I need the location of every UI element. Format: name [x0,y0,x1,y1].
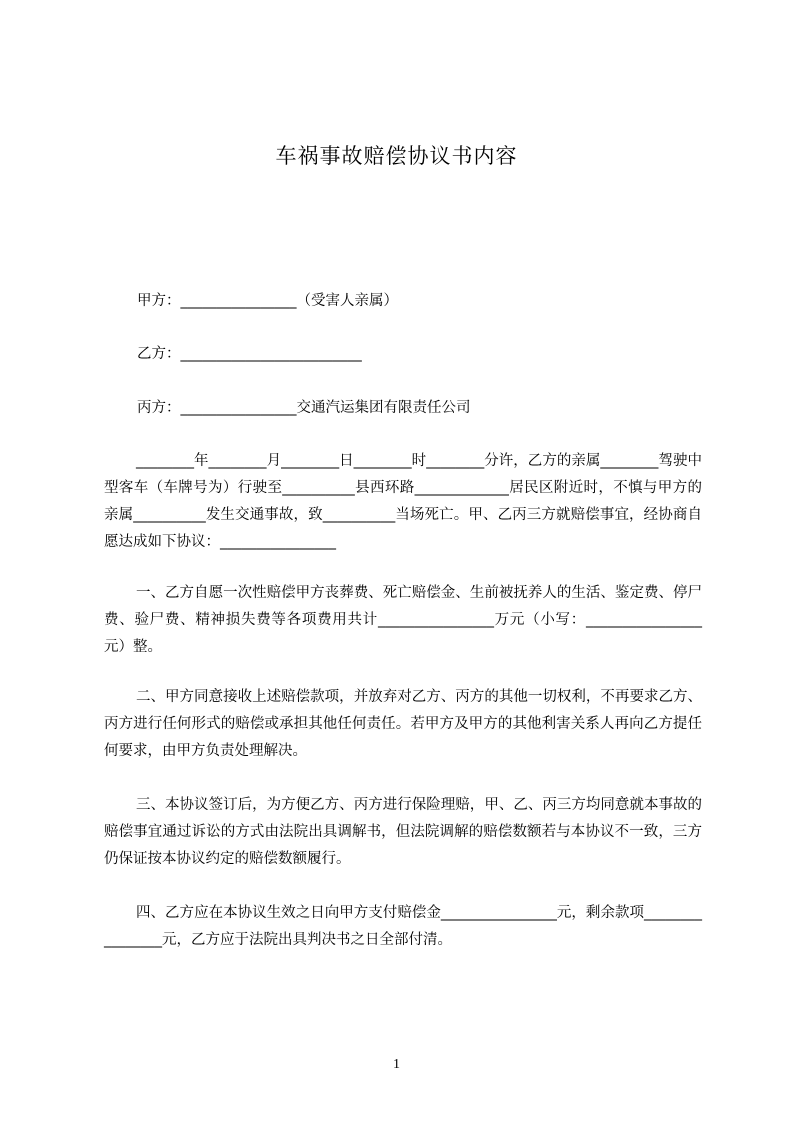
page-number: 1 [393,1057,400,1072]
document-title: 车祸事故赔偿协议书内容 [275,144,518,168]
party-a-line: 甲方：________________（受害人亲属） [137,293,398,309]
party-b-line: 乙方：_________________________ [137,346,362,362]
clause-3-paragraph: 三、本协议签订后，为方便乙方、丙方进行保险理赔，甲、乙、丙三方均同意就本事故的赔偿事宜通过诉讼的方式由法院出具调解书，但法院调解的赔偿数额若与本协议不一致，三方仍保证按本协议约定的赔偿数额履行。 [104,797,702,867]
clause-1-paragraph: 一、乙方自愿一次性赔偿甲方丧葬费、死亡赔偿金、生前被抚养人的生活、鉴定费、停尸费、验尸费、精神损失费等各项费用共计________________万元（小写：________________元）整。 [104,585,702,655]
clause-4-paragraph: 四、乙方应在本协议生效之日向甲方支付赔偿金________________元，剩余款项________________元，乙方应于法院出具判决书之日全部付清。 [104,905,702,948]
party-c-line: 丙方：________________交通汽运集团有限责任公司 [137,400,471,416]
intro-paragraph: ________年________月________日________时________分许，乙方的亲属________驾驶中型客车（车牌号为）行驶至__________县西环路_____________居民区附近时，不慎与甲方的亲属__________发生交通事故，致__________当场死亡。甲、乙丙三方就赔偿事宜，经协商自愿达成如下协议：________________ [104,453,702,550]
clause-2-paragraph: 二、甲方同意接收上述赔偿款项，并放弃对乙方、丙方的其他一切权利，不再要求乙方、丙方进行任何形式的赔偿或承担其他任何责任。若甲方及甲方的其他利害关系人再向乙方提任何要求，由甲方负责处理解决。 [104,689,702,759]
